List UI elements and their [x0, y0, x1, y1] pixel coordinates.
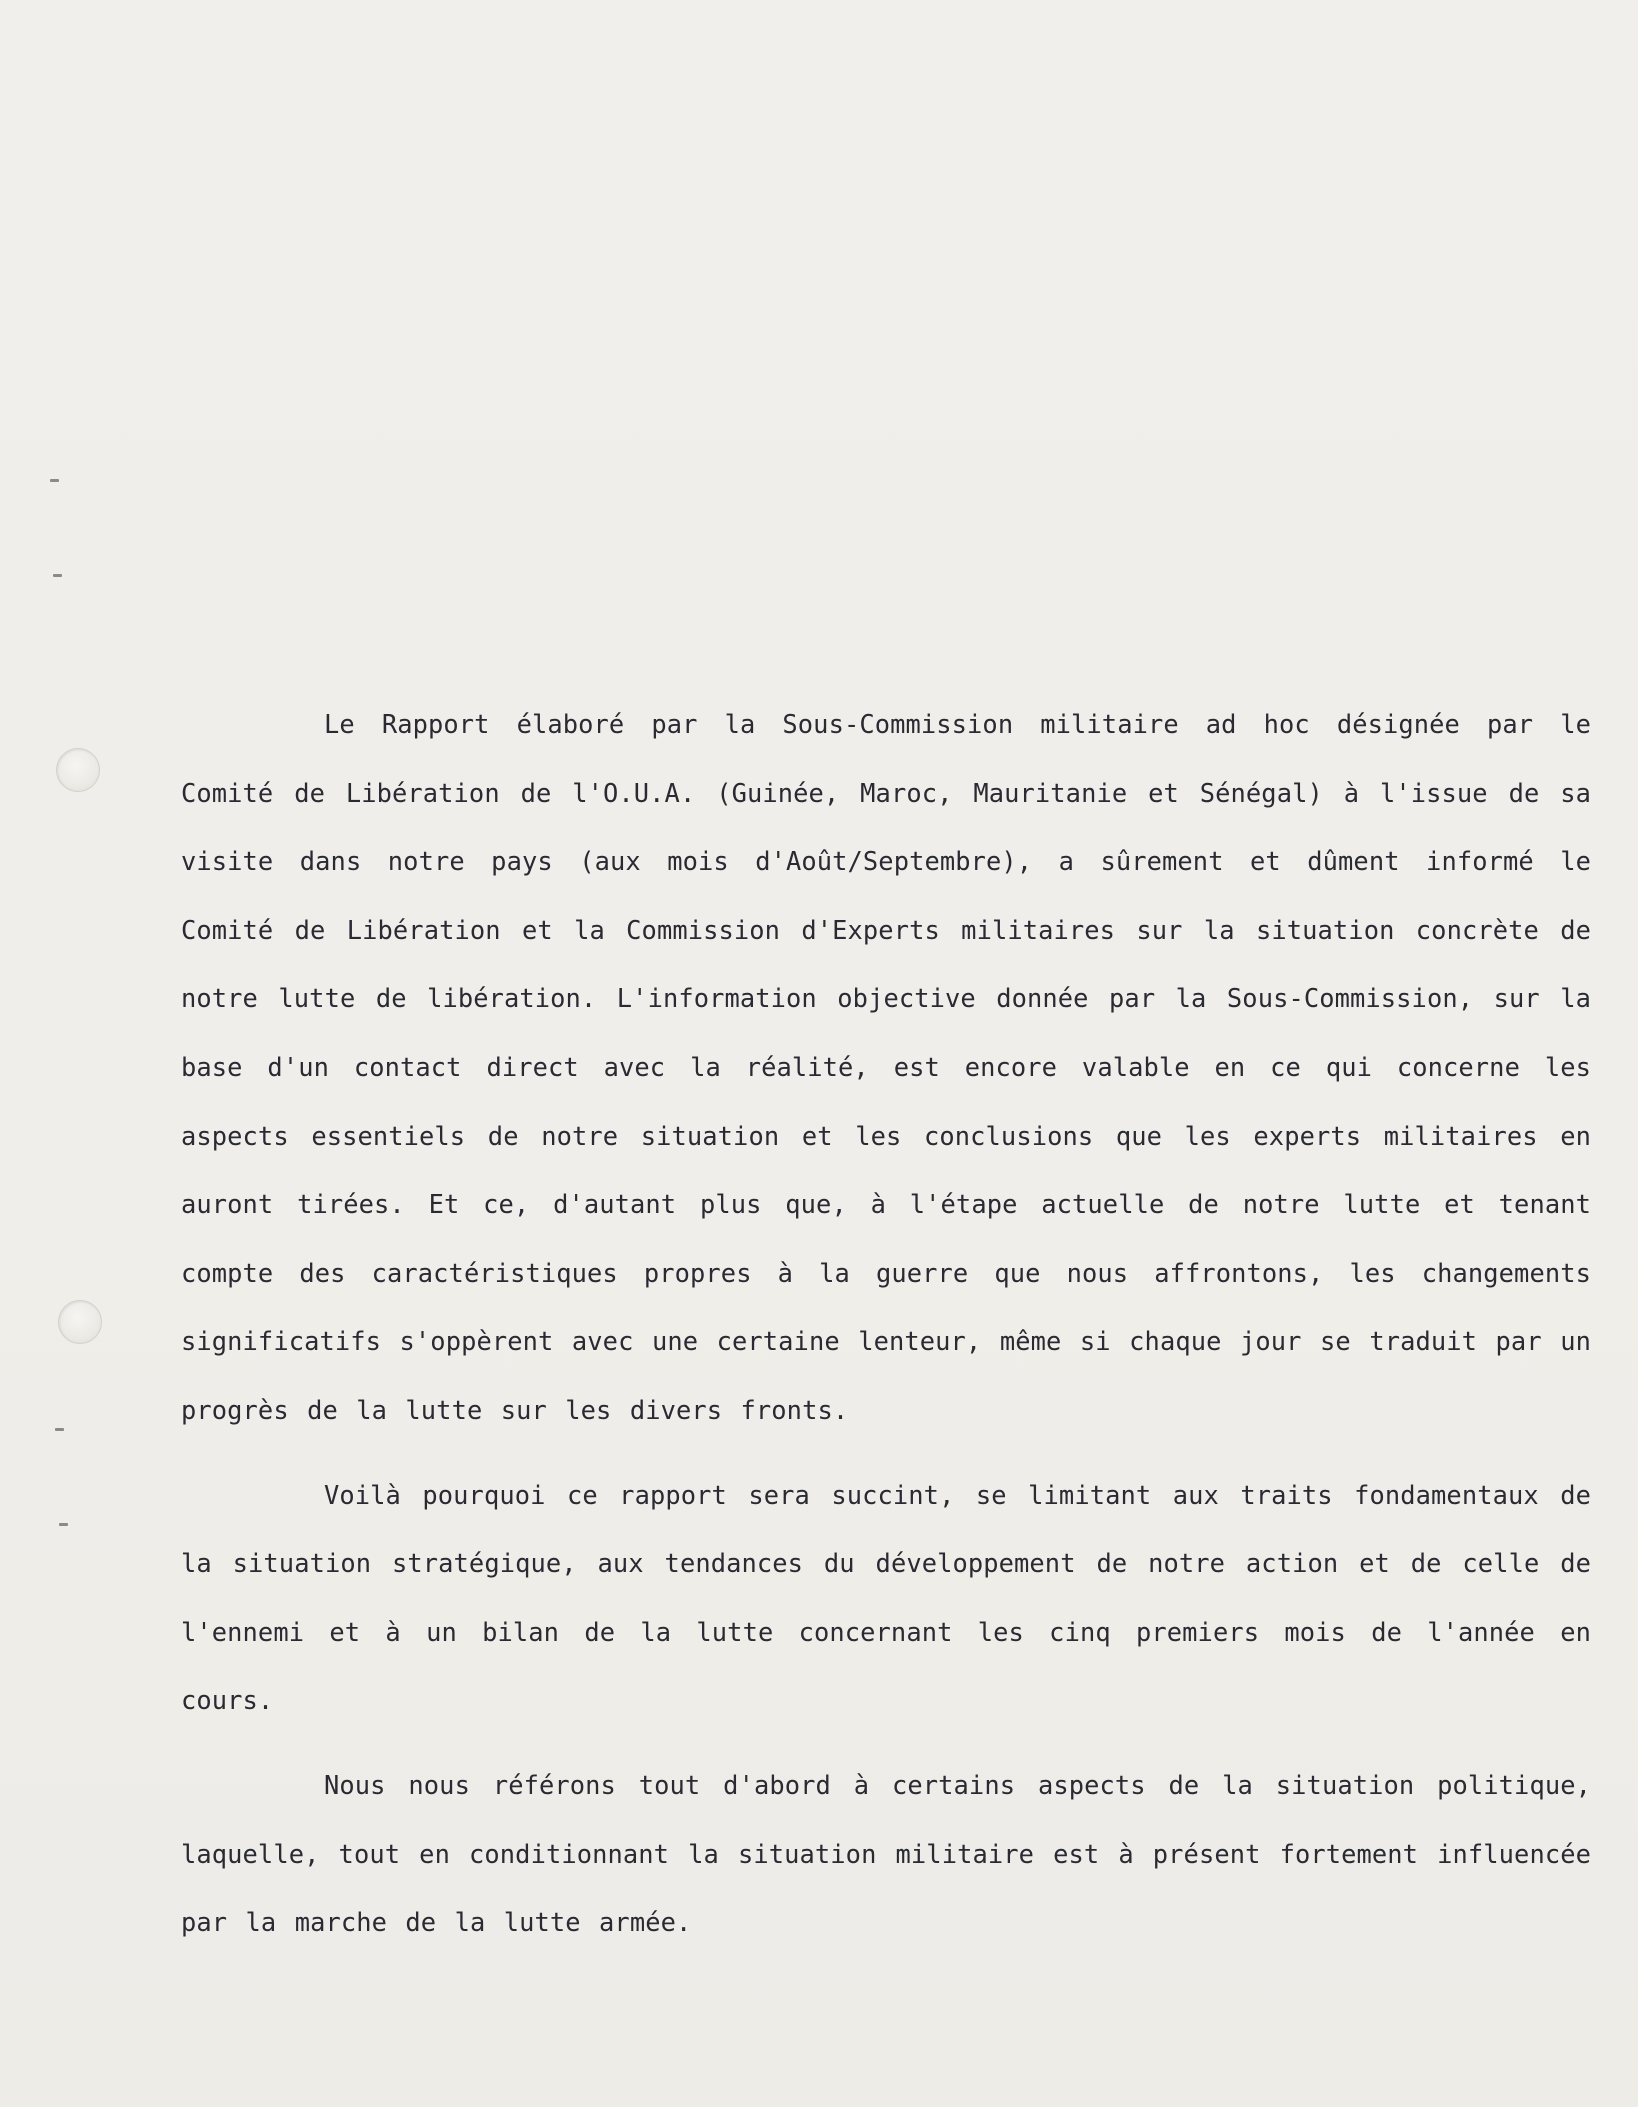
body-text	[181, 690, 1591, 1957]
punch-hole	[56, 748, 100, 792]
margin-mark	[53, 574, 62, 577]
margin-mark	[59, 1523, 68, 1526]
paragraph-rapport-succint: Voilà pourquoi ce rapport sera succint, se limitant aux traits fondamentaux de la situation stratégique, aux tendances du développement de notre action et de celle de l'ennemi et à un bilan de la lutte concernant les cinq premiers mois de l'année en cours.	[181, 1479, 1591, 1716]
margin-mark	[50, 479, 59, 482]
paragraph-rapport-sous-commission: Le Rapport élaboré par la Sous-Commission militaire ad hoc désignée par le Comité de Libération de l'O.U.A. (Guinée, Maroc, Mauritanie et Sénégal) à l'issue de sa visite dans notre pays (aux mois d'Août/Septembre), a sûrement et dûment informé le Comité de Libération et la Commission d'Experts militaires sur la situation concrète de notre lutte de libération. L'information objective donnée par la Sous-Commission, sur la base d'un contact direct avec la réalité, est encore valable en ce qui concerne les aspects essentiels de notre situation et les conclusions que les experts militaires en auront tirées. Et ce, d'autant plus que, à l'étape actuelle de notre lutte et tenant compte des caractéristiques propres à la guerre que nous affrontons, les changements significatifs s'oppèrent avec une certaine lenteur, même si chaque jour se traduit par un progrès de la lutte sur les divers fronts.	[181, 709, 1591, 1425]
punch-hole	[58, 1300, 102, 1344]
paragraph-situation-politique: Nous nous référons tout d'abord à certains aspects de la situation politique, laquelle, tout en conditionnant la situation militaire est à présent fortement influencée par la marche de la lutte armée.	[181, 1769, 1591, 1938]
margin-mark	[55, 1428, 64, 1431]
